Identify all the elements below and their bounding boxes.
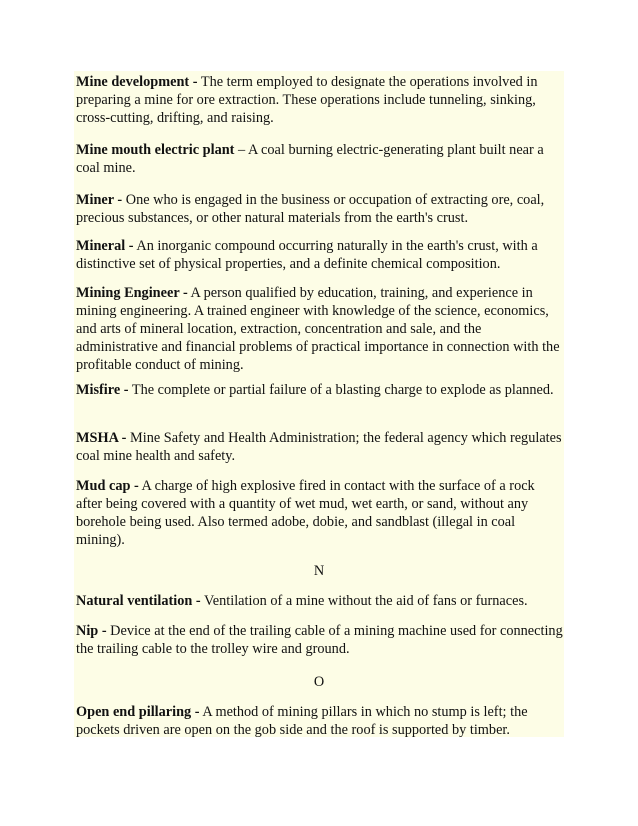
glossary-term: Misfire - xyxy=(76,382,129,398)
glossary-term: Natural ventilation - xyxy=(76,593,201,609)
glossary-definition: A person qualified by education, training, and experience in mining engineering. A trained engineer with knowledge of the science, economics, and arts of mineral location, extraction, concentration and sale, and the administrative and financial problems of practical importance in connection with the profitable conduct of mining. xyxy=(76,285,560,373)
glossary-definition: A method of mining pillars in which no stump is left; the pockets driven are open on the gob side and the roof is supported by timber. xyxy=(76,704,528,738)
glossary-text-block xyxy=(74,71,564,737)
glossary-entry-msha xyxy=(76,429,564,465)
glossary-term: Nip - xyxy=(76,623,107,639)
glossary-entry-misfire xyxy=(76,381,564,399)
glossary-definition: Ventilation of a mine without the aid of fans or furnaces. xyxy=(200,593,528,609)
glossary-term: Mineral - xyxy=(76,238,134,254)
glossary-definition: Device at the end of the trailing cable of a mining machine used for connecting the trailing cable to the trolley wire and ground. xyxy=(76,623,563,657)
section-letter-n: N xyxy=(313,563,325,579)
glossary-entry-open-end-pillaring xyxy=(76,703,564,739)
glossary-entry-mud-cap xyxy=(76,477,564,549)
glossary-term: Miner - xyxy=(76,192,123,208)
glossary-term: Mine development - xyxy=(76,74,198,90)
glossary-entry-mine-development xyxy=(76,73,564,127)
glossary-entry-mining-engineer xyxy=(76,284,564,374)
glossary-term: Open end pillaring - xyxy=(76,704,200,720)
glossary-definition: The complete or partial failure of a blasting charge to explode as planned. xyxy=(128,382,554,398)
glossary-entry-mine-mouth-electric-plant xyxy=(76,141,564,177)
glossary-term: Mud cap - xyxy=(76,478,139,494)
glossary-definition: The term employed to designate the operations involved in preparing a mine for ore extraction. These operations include tunneling, sinking, cross-cutting, drifting, and raising. xyxy=(76,74,538,126)
glossary-term: MSHA - xyxy=(76,430,127,446)
glossary-definition: One who is engaged in the business or occupation of extracting ore, coal, precious substances, or other natural materials from the earth's crust. xyxy=(76,192,545,226)
glossary-term: Mining Engineer - xyxy=(76,285,188,301)
glossary-definition: An inorganic compound occurring naturally in the earth's crust, with a distinctive set of physical properties, and a definite chemical composition. xyxy=(76,238,538,272)
glossary-definition: – A coal burning electric-generating plant built near a coal mine. xyxy=(76,142,544,176)
glossary-entry-miner xyxy=(76,191,564,227)
glossary-term: Mine mouth electric plant xyxy=(76,142,235,158)
glossary-entry-natural-ventilation xyxy=(76,592,564,610)
glossary-entry-mineral xyxy=(76,237,564,273)
glossary-definition: A charge of high explosive fired in contact with the surface of a rock after being covered with a quantity of wet mud, wet earth, or sand, without any borehole being used. Also termed adobe, dobie, and sandblast (illegal in coal mining). xyxy=(76,478,535,548)
section-letter-o: O xyxy=(313,674,325,690)
glossary-definition: Mine Safety and Health Administration; the federal agency which regulates coal mine health and safety. xyxy=(76,430,562,464)
glossary-entry-nip xyxy=(76,622,564,658)
